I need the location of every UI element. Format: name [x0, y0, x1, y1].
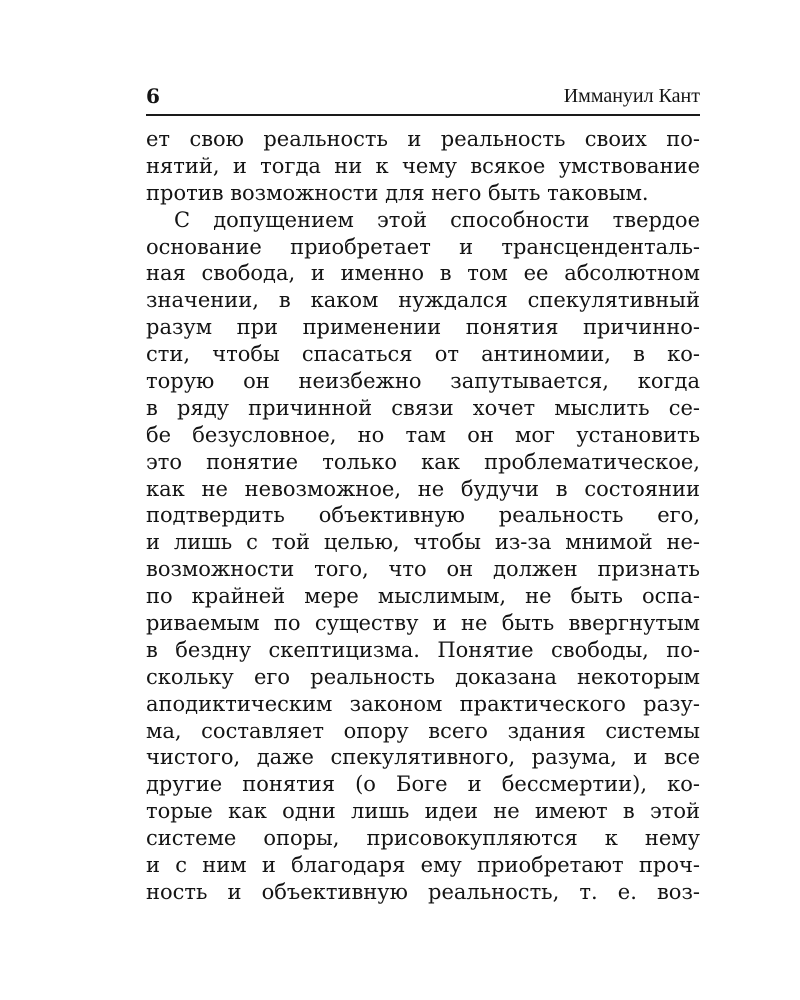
text-line: ет свою реальность и реальность своих по- — [146, 127, 700, 151]
text-line: С допущением этой способности твердое — [174, 207, 700, 232]
text-line: основание приобретает и трансценденталь- — [146, 234, 700, 259]
text-line: это понятие только как проблематическое, — [146, 449, 700, 474]
text-line: ность и объективную реальность, т. е. воз- — [146, 879, 700, 904]
text-line: системе опоры, присовокупляются к нему — [146, 826, 700, 851]
text-line: торые как одни лишь идеи не имеют в этой — [146, 799, 700, 824]
text-line: и лишь с той целью, чтобы из-за мнимой не- — [146, 530, 700, 555]
page-number: 6 — [146, 84, 160, 108]
text-line: против возможности для него быть таковым. — [146, 180, 649, 205]
running-head — [146, 84, 700, 110]
text-line: чистого, даже спекулятивного, разума, и все — [146, 745, 700, 770]
text-line: в ряду причинной связи хочет мыслить се- — [146, 395, 700, 420]
text-line: ная свобода, и именно в том ее абсолютном — [146, 261, 700, 286]
text-line: сти, чтобы спасаться от антиномии, в ко- — [146, 342, 700, 367]
text-line: значении, в каком нуждался спекулятивный — [146, 288, 700, 313]
text-line: риваемым по существу и не быть ввергнутым — [146, 611, 700, 636]
text-line: ма, составляет опору всего здания системы — [146, 718, 700, 743]
text-line: по крайней мере мыслимым, не быть оспа- — [146, 584, 700, 609]
running-title: Иммануил Кант — [563, 85, 700, 107]
text-line: подтвердить объективную реальность его, — [146, 503, 700, 528]
text-line: как не невозможное, не будучи в состоянии — [146, 476, 700, 501]
text-line: аподиктическим законом практического разу- — [146, 691, 700, 716]
text-line: возможности того, что он должен признать — [146, 557, 700, 582]
header-rule — [146, 114, 700, 116]
text-line: другие понятия (о Боге и бессмертии), ко- — [146, 772, 700, 797]
text-line: бе безусловное, но там он мог установить — [146, 422, 700, 447]
text-line: в бездну скептицизма. Понятие свободы, по- — [146, 637, 700, 662]
text-line: нятий, и тогда ни к чему всякое умствование — [146, 153, 700, 178]
text-line: торую он неизбежно запутывается, когда — [146, 369, 700, 394]
text-line: скольку его реальность доказана некоторым — [146, 664, 700, 689]
text-line: и с ним и благодаря ему приобретают проч- — [146, 853, 700, 878]
body-text — [146, 126, 700, 906]
text-line: разум при применении понятия причинно- — [146, 315, 700, 340]
